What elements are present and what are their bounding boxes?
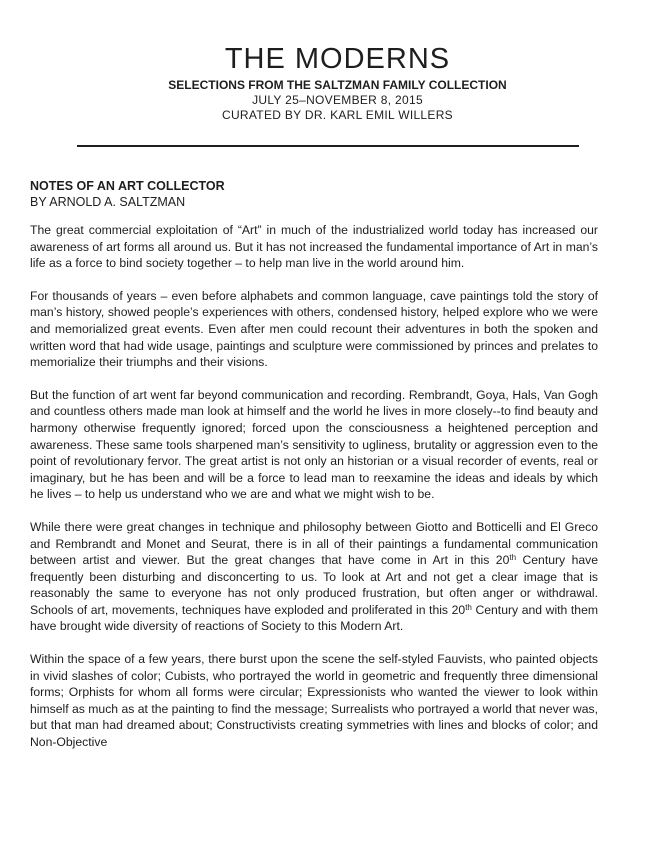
paragraph-text: While there were great changes in technique and philosophy between Giotto and Botticelli and El Greco and Rembrandt and Monet and Seurat, there is in all of their paintings a fundamental communication between artist and viewer. But the great changes that have come in Art in this 20 <box>30 519 598 568</box>
exhibition-title: THE MODERNS <box>224 43 451 75</box>
body-paragraph: For thousands of years – even before alphabets and common language, cave paintings told the story of man’s history, showed people’s experiences with others, condensed history, helped explore who we were and memorialized great events. Even after men could recount their adventures in both the spoken and written word that had wide usage, paintings and sculpture were commissioned by princes and prelates to memorialize their triumphs and their visions. <box>30 288 598 370</box>
body-paragraph: The great commercial exploitation of “Art” in much of the industrialized world today has increased our awareness of art forms all around us. But it has not increased the fundamental importance of Art in man’s life as a force to bind society together – to help man live in the world around him. <box>30 223 598 271</box>
body-paragraph: But the function of art went far beyond communication and recording. Rembrandt, Goya, Hals, Van Gogh and countless others made man look at himself and the world he lives in more closely--to find beauty and harmony otherwise frequently ignored; forced upon the consciousness a heightened perception and awareness. These same tools sharpened man’s sensitivity to ugliness, brutality or aggression even to the point of revolutionary fervor. The great artist is not only an historian or a visual recorder of events, real or imaginary, but he has been and will be a force to lead man to reexamine the ideas and ideals by which he lives – to help us understand who we are and what we might wish to be. <box>30 387 598 502</box>
body-paragraph <box>30 519 598 635</box>
ordinal-suffix: th <box>465 602 472 612</box>
exhibition-header <box>0 42 661 123</box>
paragraph-text: Century and with them have brought wide diversity of reactions of Society to this Modern Art. <box>30 602 599 634</box>
paragraph-text: Century have frequently been disturbing and disconcerting to us. To look at Art and not get a clear image that is reasonably the same to everyone has not only produced frustration, but often anger or withdrawal. Schools of art, movements, techniques have exploded and proliferated in this 20 <box>30 553 599 617</box>
exhibition-subtitle: SELECTIONS FROM THE SALTZMAN FAMILY COLLECTION <box>168 78 507 92</box>
body-paragraph: Within the space of a few years, there burst upon the scene the self-styled Fauvists, who painted objects in vivid slashes of color; Cubists, who portrayed the world in geometric and frequently three dimensional forms; Orphists for whom all forms were circular; Expressionists who wanted the viewer to look within himself as much as at the painting to find the message; Surrealists who portrayed a world that never was, but that man had dreamed about; Constructivists creating symmetries with lines and blocks of color; and Non-Objective <box>30 652 598 750</box>
curator-line: CURATED BY DR. KARL EMIL WILLERS <box>222 108 453 122</box>
header-divider <box>77 145 579 147</box>
article-byline: BY ARNOLD A. SALTZMAN <box>30 195 186 209</box>
ordinal-suffix: th <box>509 553 517 563</box>
article-body <box>30 222 598 767</box>
exhibition-dates: JULY 25–NOVEMBER 8, 2015 <box>252 93 423 107</box>
article-title: NOTES OF AN ART COLLECTOR <box>30 179 225 193</box>
